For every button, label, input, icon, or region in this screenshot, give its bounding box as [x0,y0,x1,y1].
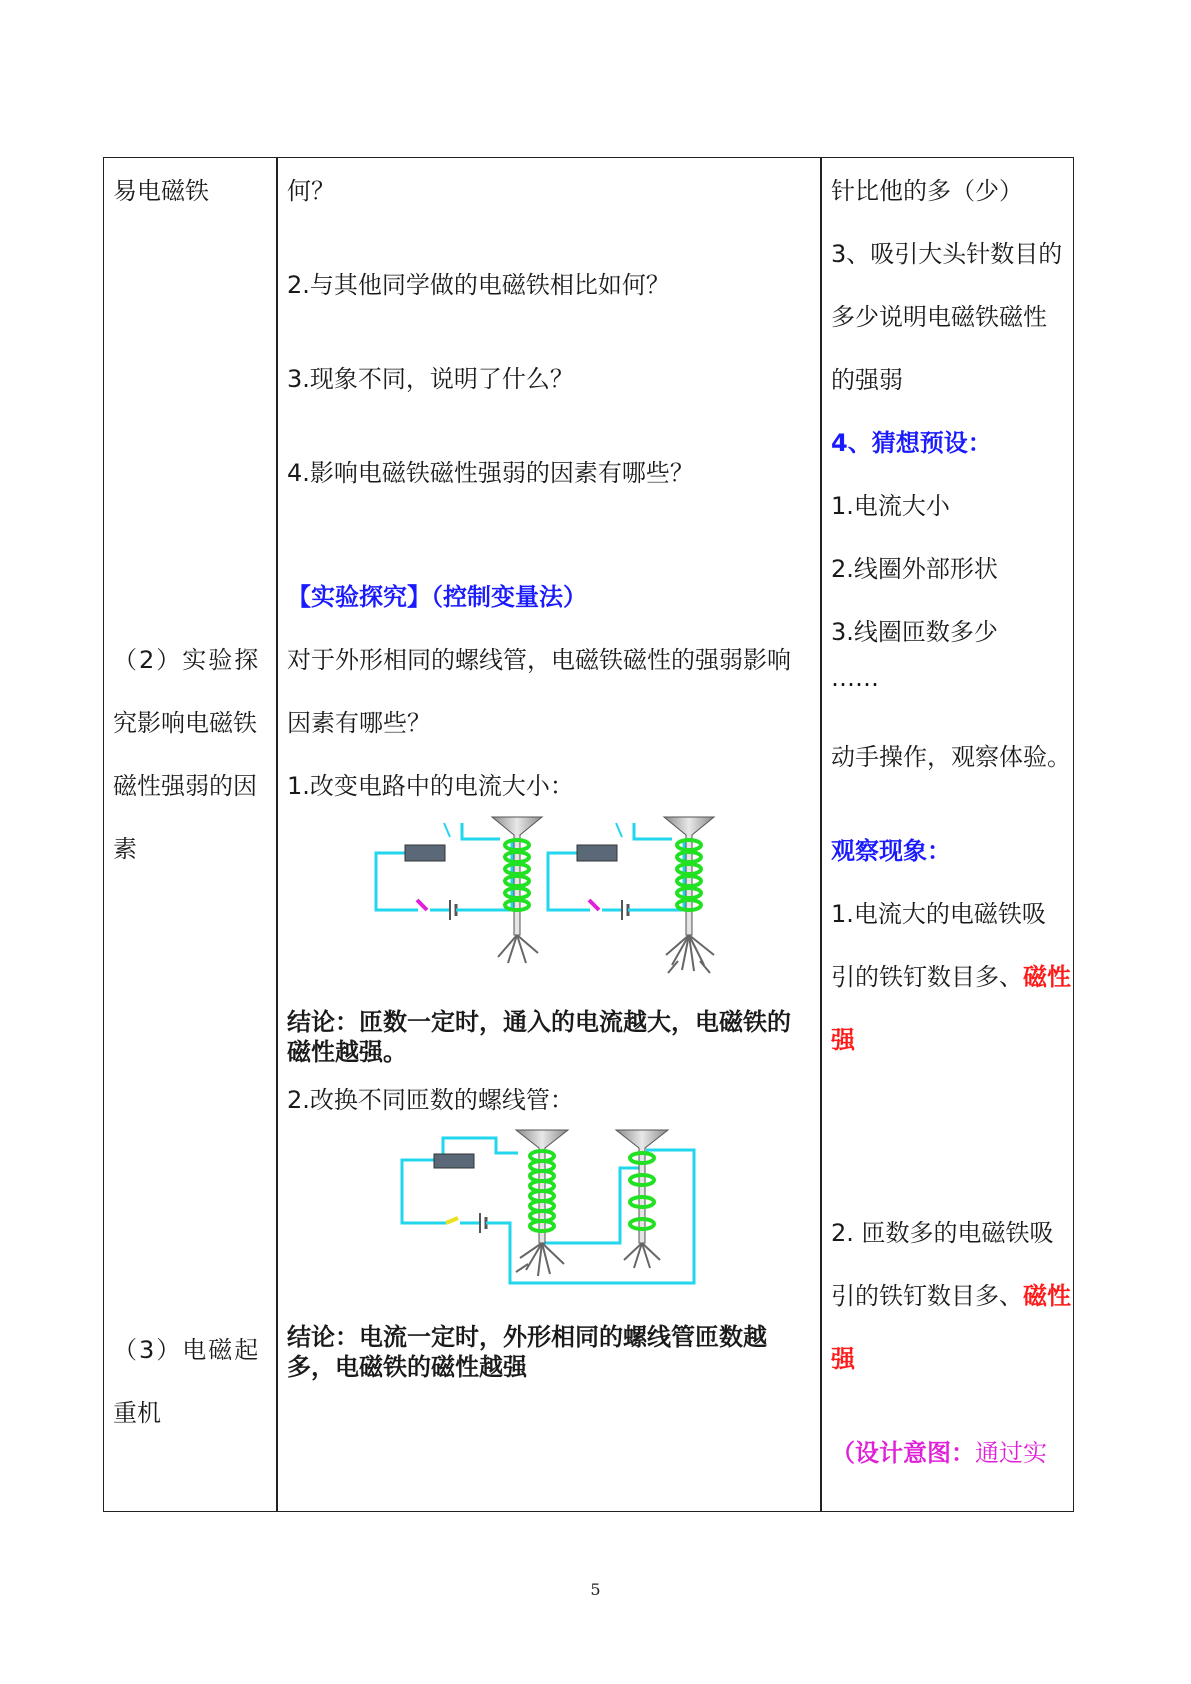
left-cell2-line1: （2）实验探 [113,646,261,674]
observation-1-line1: 1.电流大的电磁铁吸 [831,900,1046,928]
experiment-intro-line1: 对于外形相同的螺线管，电磁铁磁性的强弱影响 [287,646,791,674]
hands-on-text: 动手操作，观察体验。 [831,743,1071,771]
left-cell2-line4: 素 [113,835,137,863]
left-cell2-line3: 磁性强弱的因 [113,772,257,800]
column-divider-1 [276,157,278,1512]
conclusion-1-line1: 结论：匝数一定时，通入的电流越大，电磁铁的 [287,1008,791,1036]
right-line-2: 3、吸引大头针数目的 [831,240,1063,268]
observation-2-line1: 2. 匝数多的电磁铁吸 [831,1219,1054,1247]
design-intent-label: （设计意图： [831,1439,975,1467]
conclusion-2-line2: 多，电磁铁的磁性越强 [287,1353,527,1381]
left-cell3-line1: （3）电磁起 [113,1336,261,1364]
step-2-label: 2.改换不同匝数的螺线管： [287,1086,574,1114]
right-line-1: 针比他的多（少） [831,177,1023,205]
conclusion-1-line2: 磁性越强。 [287,1038,407,1066]
circuit-low-current [376,817,542,963]
column-divider-2 [820,157,822,1512]
left-cell-title: 易电磁铁 [113,177,209,205]
guess-3: 3.线圈匝数多少 [831,618,998,646]
observation-1-line2 [831,962,1071,992]
circuit-high-current [548,817,714,973]
guess-title: 4、猜想预设： [831,429,992,457]
design-intent-text: 通过实 [975,1439,1047,1467]
left-cell2-line2: 究影响电磁铁 [113,709,257,737]
step-1-label: 1.改变电路中的电流大小： [287,772,574,800]
observation-1-line3: 强 [831,1026,855,1054]
question-tail: 何？ [287,177,335,205]
observation-1-highlight: 磁性 [1023,963,1071,991]
observation-2-highlight: 磁性 [1023,1282,1071,1310]
guess-ellipsis: …… [831,664,879,692]
design-intent [831,1438,1047,1468]
experiment-intro-line2: 因素有哪些？ [287,709,431,737]
observation-1-text: 引的铁钉数目多、 [831,963,1023,991]
right-line-4: 的强弱 [831,366,903,394]
observation-2-line3: 强 [831,1345,855,1373]
guess-1: 1.电流大小 [831,492,950,520]
observation-2-line2 [831,1281,1071,1311]
question-3: 3.现象不同，说明了什么？ [287,365,574,393]
observation-2-text: 引的铁钉数目多、 [831,1282,1023,1310]
question-2: 2.与其他同学做的电磁铁相比如何？ [287,271,670,299]
left-cell3-line2: 重机 [113,1399,161,1427]
figure-turns-experiment [398,1128,698,1293]
right-line-3: 多少说明电磁铁磁性 [831,303,1047,331]
figure-current-experiment [370,815,730,975]
guess-2: 2.线圈外部形状 [831,555,998,583]
question-4: 4.影响电磁铁磁性强弱的因素有哪些？ [287,459,694,487]
conclusion-2-line1: 结论：电流一定时，外形相同的螺线管匝数越 [287,1323,767,1351]
observe-title: 观察现象： [831,837,951,865]
experiment-title: 【实验探究】（控制变量法） [287,583,587,611]
page-number: 5 [590,1580,601,1599]
